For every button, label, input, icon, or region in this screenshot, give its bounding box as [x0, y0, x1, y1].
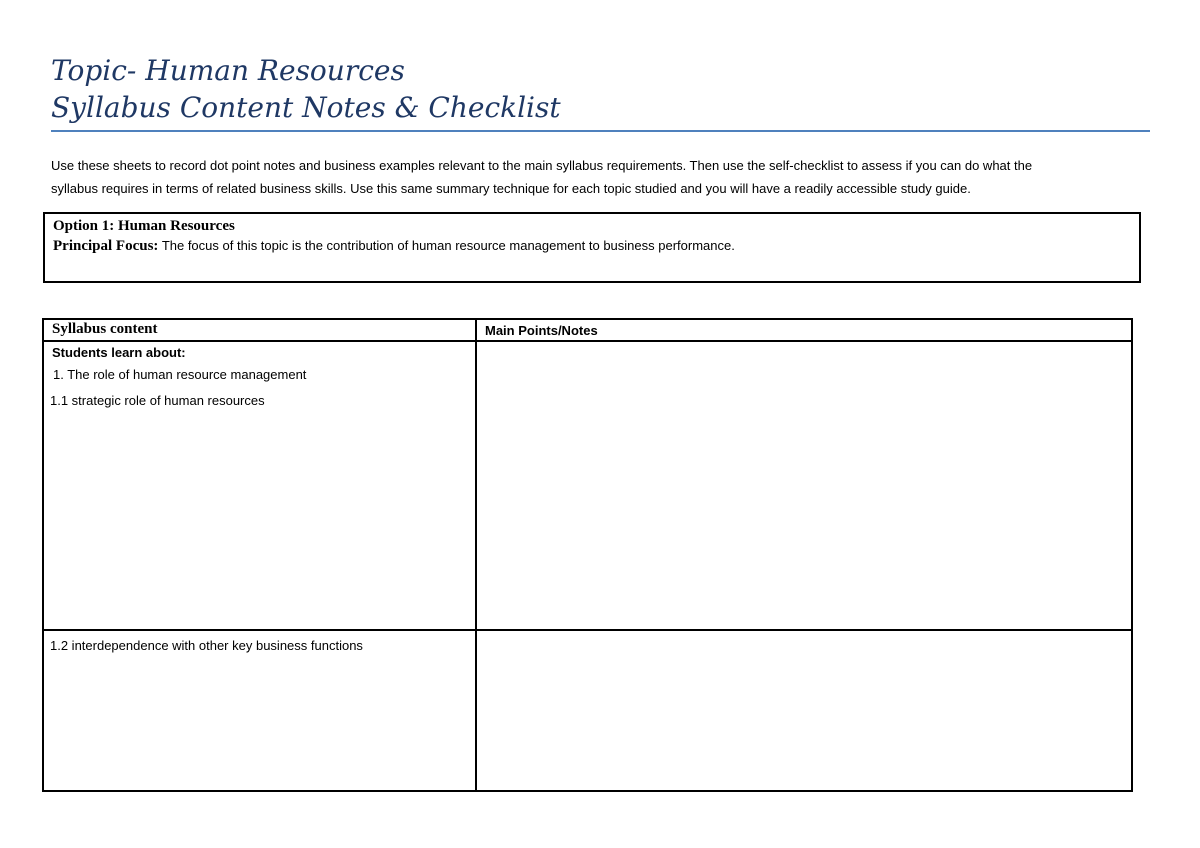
- table-row: [43, 341, 1132, 630]
- header-main-points: Main Points/Notes: [476, 319, 1132, 341]
- notes-cell-2[interactable]: [476, 630, 1132, 791]
- page-title-topic: Topic- Human Resources: [51, 54, 405, 87]
- notes-cell-1[interactable]: [476, 341, 1132, 630]
- intro-line-1: Use these sheets to record dot point notes and business examples relevant to the main syllabus requirements. Then use the self-checklist to assess if you can do what the: [51, 158, 1033, 173]
- syllabus-cell-1: [43, 341, 476, 630]
- principal-focus-text: The focus of this topic is the contribution of human resource management to business performance.: [161, 238, 735, 253]
- students-learn-label: Students learn about:: [52, 345, 186, 360]
- syllabus-item-1: 1. The role of human resource management: [53, 367, 307, 382]
- option-title: Option 1: Human Resources: [53, 218, 235, 234]
- syllabus-cell-2: [43, 630, 476, 791]
- intro-paragraph: [51, 154, 1151, 200]
- option-box: [43, 212, 1141, 283]
- intro-line-2: syllabus requires in terms of related business skills. Use this same summary technique for each topic studied and you will have a readily accessible study guide.: [51, 181, 971, 196]
- syllabus-table: [42, 318, 1133, 792]
- header-syllabus-content: Syllabus content: [43, 319, 476, 341]
- table-row: [43, 630, 1132, 791]
- principal-focus: [53, 236, 1139, 256]
- principal-focus-label: Principal Focus:: [53, 238, 159, 254]
- page-subtitle: Syllabus Content Notes & Checklist: [51, 91, 561, 124]
- syllabus-item-1-2: 1.2 interdependence with other key business functions: [50, 638, 363, 653]
- table-header-row: [43, 319, 1132, 341]
- title-divider: [51, 130, 1150, 132]
- syllabus-item-1-1: 1.1 strategic role of human resources: [50, 393, 265, 408]
